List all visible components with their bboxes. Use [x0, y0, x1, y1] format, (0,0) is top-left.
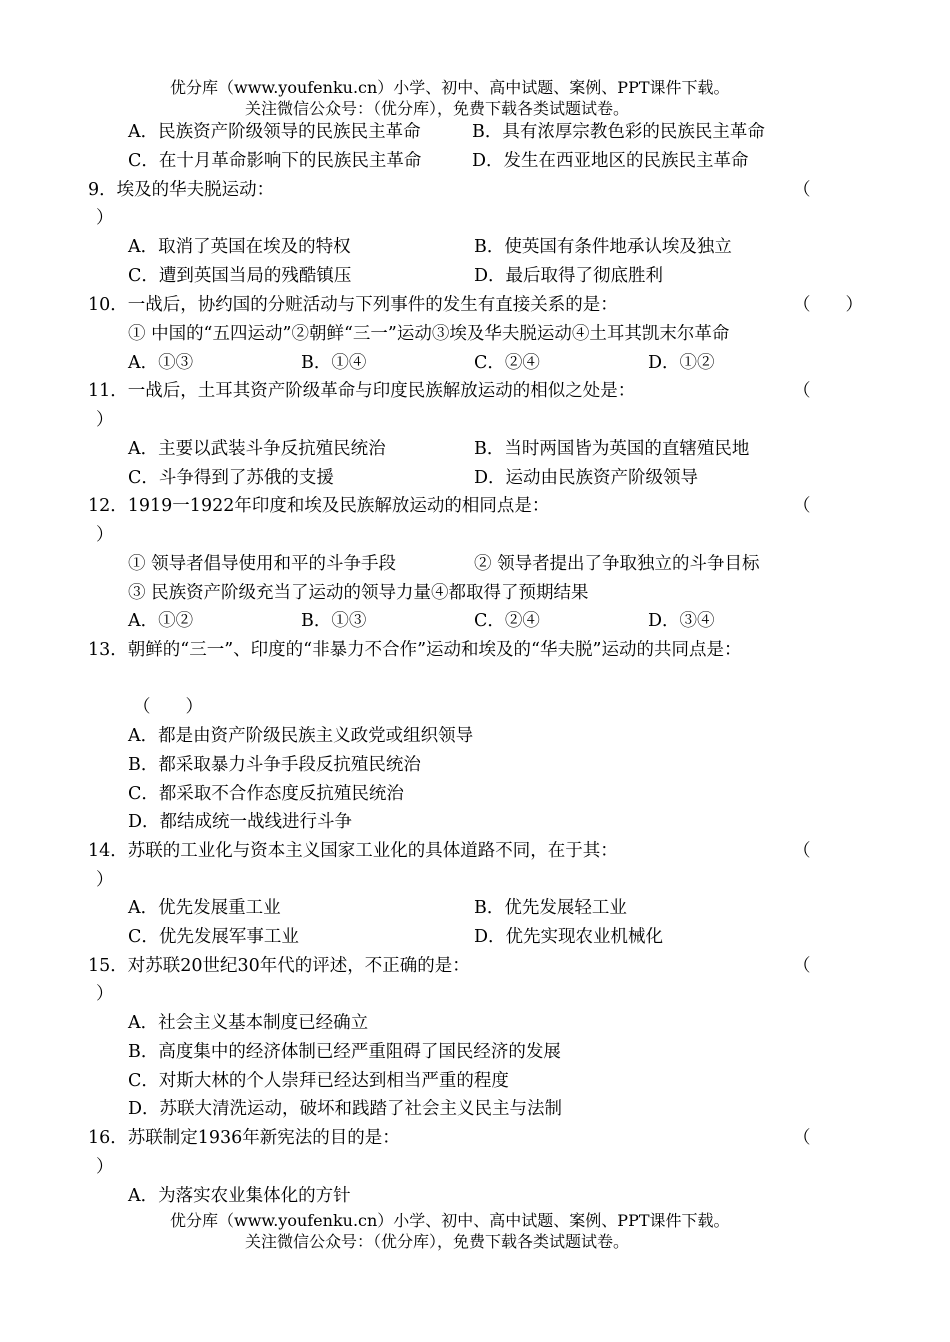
q9-answer-paren-close: ） — [96, 208, 114, 228]
q16-answer-paren-close: ） — [96, 1157, 114, 1177]
q13-answer-paren: （ ） — [133, 697, 203, 717]
q8-option-b: B．具有浓厚宗教色彩的民族民主革命 — [472, 122, 765, 142]
q14-answer-paren-close: ） — [96, 870, 114, 890]
q10-items: ① 中国的“五四运动”②朝鲜“三一”运动③埃及华夫脱运动④土耳其凯末尔革命 — [128, 324, 730, 344]
q8-option-d: D．发生在西亚地区的民族民主革命 — [472, 151, 749, 171]
q15-stem: 15．对苏联20世纪30年代的评述，不正确的是： — [88, 956, 470, 976]
q12-item-1: ① 领导者倡导使用和平的斗争手段 — [128, 554, 397, 574]
q12-item-3-4: ③ 民族资产阶级充当了运动的领导力量④都取得了预期结果 — [128, 583, 589, 603]
q14-answer-paren-open: （ — [793, 841, 811, 861]
q10-option-c: C．②④ — [474, 353, 540, 373]
header-line-2: 关注微信公众号：（优分库），免费下载各类试题试卷。 — [245, 99, 630, 118]
footer-line-2: 关注微信公众号：（优分库），免费下载各类试题试卷。 — [245, 1232, 630, 1251]
q10-stem: 10．一战后，协约国的分赃活动与下列事件的发生有直接关系的是： — [88, 295, 618, 315]
q10-option-b: B．①④ — [301, 353, 367, 373]
q13-stem: 13．朝鲜的“三一”、印度的“非暴力不合作”运动和埃及的“华夫脱”运动的共同点是： — [88, 640, 742, 660]
q13-option-b: B．都采取暴力斗争手段反抗殖民统治 — [128, 755, 421, 775]
footer-line-1: 优分库（www.youfenku.cn）小学、初中、高中试题、案例、PPT课件下载。 — [170, 1211, 730, 1230]
q11-option-c: C．斗争得到了苏俄的支援 — [128, 468, 334, 488]
q11-option-d: D．运动由民族资产阶级领导 — [474, 468, 699, 488]
q16-option-a: A．为落实农业集体化的方针 — [128, 1186, 351, 1206]
q12-answer-paren-open: （ — [793, 496, 811, 516]
q15-option-b: B．高度集中的经济体制已经严重阻碍了国民经济的发展 — [128, 1042, 561, 1062]
q9-option-d: D．最后取得了彻底胜利 — [474, 266, 664, 286]
q12-answer-paren-close: ） — [96, 525, 114, 545]
q15-option-c: C．对斯大林的个人崇拜已经达到相当严重的程度 — [128, 1071, 509, 1091]
q14-option-a: A．优先发展重工业 — [128, 898, 281, 918]
q9-option-b: B．使英国有条件地承认埃及独立 — [474, 237, 732, 257]
q10-option-d: D．①② — [648, 353, 715, 373]
q13-option-c: C．都采取不合作态度反抗殖民统治 — [128, 784, 404, 804]
header-line-1: 优分库（www.youfenku.cn）小学、初中、高中试题、案例、PPT课件下载。 — [170, 78, 730, 97]
q11-answer-paren-open: （ — [793, 381, 811, 401]
q15-answer-paren-close: ） — [96, 984, 114, 1004]
q12-option-d: D．③④ — [648, 611, 715, 631]
q13-option-a: A．都是由资产阶级民族主义政党或组织领导 — [128, 726, 474, 746]
q9-option-a: A．取消了英国在埃及的特权 — [128, 237, 351, 257]
q14-option-b: B．优先发展轻工业 — [474, 898, 627, 918]
q13-option-d: D．都结成统一战线进行斗争 — [128, 812, 353, 832]
q8-option-a: A．民族资产阶级领导的民族民主革命 — [128, 122, 421, 142]
q14-option-c: C．优先发展军事工业 — [128, 927, 299, 947]
q16-stem: 16．苏联制定1936年新宪法的目的是： — [88, 1128, 400, 1148]
q12-option-b: B．①③ — [301, 611, 367, 631]
q12-stem: 12．1919一1922年印度和埃及民族解放运动的相同点是： — [88, 496, 550, 516]
q9-answer-paren-open: （ — [793, 180, 811, 200]
q14-stem: 14．苏联的工业化与资本主义国家工业化的具体道路不同，在于其： — [88, 841, 618, 861]
q15-option-a: A．社会主义基本制度已经确立 — [128, 1013, 369, 1033]
q11-option-b: B．当时两国皆为英国的直辖殖民地 — [474, 439, 750, 459]
q12-option-a: A．①② — [128, 611, 194, 631]
q11-option-a: A．主要以武装斗争反抗殖民统治 — [128, 439, 386, 459]
q9-stem: 9．埃及的华夫脱运动： — [88, 180, 275, 200]
q11-stem: 11．一战后，土耳其资产阶级革命与印度民族解放运动的相似之处是： — [88, 381, 636, 401]
q12-item-2: ② 领导者提出了争取独立的斗争目标 — [474, 554, 760, 574]
q15-option-d: D．苏联大清洗运动，破坏和践踏了社会主义民主与法制 — [128, 1099, 563, 1119]
q16-answer-paren-open: （ — [793, 1128, 811, 1148]
q8-option-c: C．在十月革命影响下的民族民主革命 — [128, 151, 422, 171]
q11-answer-paren-close: ） — [96, 410, 114, 430]
q10-answer-paren: （ ） — [793, 295, 863, 315]
q14-option-d: D．优先实现农业机械化 — [474, 927, 664, 947]
q12-option-c: C．②④ — [474, 611, 540, 631]
q15-answer-paren-open: （ — [793, 956, 811, 976]
q9-option-c: C．遭到英国当局的残酷镇压 — [128, 266, 352, 286]
q10-option-a: A．①③ — [128, 353, 194, 373]
